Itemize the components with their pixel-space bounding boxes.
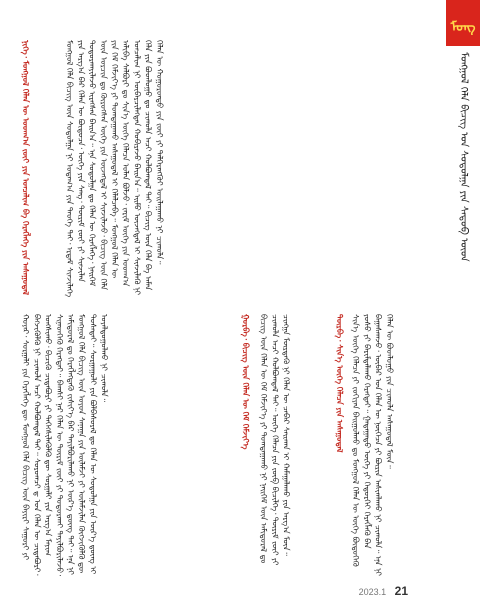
body-text-top: ᠮᠣᠩᠭᠣᠯ ᠬᠡᠯᠡ ᠪᠢᠴᠢᠭ ᠦᠨ ᠰᠤᠳᠤᠯᠭᠠ ᠨᠢ ᠤᠳᠠᠭ᠎ᠠ ᠶᠢᠨ ᠲᠡᠦᠬᠡ ᠲᠡᠢ᠂ ᠡᠷᠳᠡᠮ ᠰᠢᠨᠵᠢᠯᠡᠭᠡ ᠶᠢᠨ ᠠᠷᠭ᠎ᠠ ᠪᠠᠷ ᠬᠡᠯᠡᠨ ᠦ ᠪᠦᠲᠦᠴᠡ᠂ ᠦᠭᠡ ᠶᠢᠨ ᠰᠠᠩ᠂ ᠳᠦᠷᠢᠮ ᠵᠦᠢ ᠶᠢ ᠰᠢᠨᠵᠢᠯᠡᠨ ᠲᠣᠳᠣᠷᠬᠠᠶᠢᠯᠠᠵᠤ ᠢᠷᠡᠭᠰᠡᠨ ᠪᠠᠢᠨ᠎ᠠ᠃ ᠡᠨᠡ ᠰᠤᠳᠤᠯᠭᠠ ᠳᠤ ᠬᠡᠯᠡᠨ ᠦ ᠬᠡᠷᠡᠭᠯᠡᠭᠡ᠂ ᠨᠡᠢᠭᠡᠮ ᠦᠨ ᠣᠷᠴᠢᠨ ᠳᠤ ᠬᠦᠷᠦᠭᠰᠡᠨ ᠥᠭᠡ ᠶᠢᠨ ᠦᠵᠡᠭᠳᠡᠯ ᠢ ᠰᠢᠨᠵᠢᠯᠡᠵᠦ᠂ ᠪᠢᠴᠢᠭ ᠦᠨ ᠬᠡᠯᠡ ᠶᠢᠨ ᠬᠡᠮ ᠬᠡᠮᠵᠢᠶ᠎ᠡ ᠶᠢ ᠲᠣᠭᠲᠠᠭᠠᠬᠤ ᠠᠰᠠᠭᠤᠳᠠᠯ ᠢ ᠬᠡᠯᠡᠯᠴᠡᠪᠡ᠃ ᠮᠣᠩᠭᠣᠯ ᠬᠡᠯᠡᠨ ᠦ ᠠᠯᠢᠪᠠ ᠰᠠᠯᠪᠤᠷᠢ ᠳᠤ ᠰᠢᠨ᠎ᠡ ᠦᠭᠡ ᠬᠡᠯᠡᠴᠡ ᠣᠯᠠᠨ ᠪᠣᠯᠵᠤ᠂ ᠵᠠᠷᠢᠮ ᠦᠭᠡ ᠶᠢᠨ ᠤᠳᠬ᠎ᠠ ᠣᠨᠴᠠᠯᠢᠭ ᠨᠢ ᠥᠪᠡᠷᠴᠢᠯᠡᠭᠳᠡᠨ ᠬᠤᠪᠢᠷᠠᠵᠤ ᠪᠠᠢᠨ᠎ᠠ᠃ ᠡᠢᠮᠦ ᠦᠵᠡᠭᠳᠡᠯ ᠢ ᠰᠢᠨᠵᠢᠯᠡᠬᠦ ᠨᠢ ᠬᠡᠯᠡ ᠶᠢᠨ ᠪᠣᠳᠯᠣᠭᠣ ᠳᠤ ᠴᠢᠬᠤᠯᠠ ᠠᠴᠢ ᠬᠣᠯᠪᠣᠭᠳᠠᠯ ᠲᠠᠢ᠃ ᠪᠢᠴᠢᠭ ᠦᠨ ᠬᠡᠯᠡ ᠪᠠ ᠠᠮᠠᠨ ᠬᠡᠯᠡᠨ ᠦ ᠬᠣᠭᠣᠷᠣᠨᠳᠤ ᠶᠢᠨ ᠵᠦᠢ ᠶᠢ ᠳᠡᠯᠭᠡᠷᠡᠩᠭᠦᠢ ᠣᠢᠯᠠᠭᠠᠬᠤ ᠨᠢ ᠴᠢᠬᠤᠯᠠ᠃ [65, 40, 164, 298]
section-emblem: ᠮᠣᠩ [450, 19, 476, 35]
body-text-bottom-left: ᠬᠣᠶᠠᠷ᠂ ᠰᠤᠷᠭᠠᠯᠢ ᠶᠢᠨ ᠬᠡᠷᠡᠭᠯᠡᠭᠡ ᠳᠦ ᠮᠣᠩᠭᠣᠯ ᠬᠡᠯᠡ ᠪᠢᠴᠢᠭ ᠦᠨ ᠪᠠᠶᠢᠷᠢ ᠰᠠᠭᠤᠷᠢ ᠶᠢ ᠪᠡᠬᠵᠢᠭᠦᠯᠬᠦ ᠨᠢ ᠴᠢᠬᠤᠯᠠ ᠠᠴᠢ ᠬᠣᠯᠪᠣᠭᠳᠠᠯ ᠲᠠᠢ᠃ ᠰᠤᠷᠤᠭᠴᠢ ᠳ ᠤᠨ ᠬᠡᠯᠡᠨ ᠦ ᠴᠢᠳᠠᠪᠤᠷᠢ᠂ ᠤᠩᠰᠢᠬᠤ᠂ ᠪᠢᠴᠢᠬᠦ ᠴᠢᠳᠠᠪᠤᠷᠢ ᠶᠢ ᠳᠡᠭᠡᠭᠰᠢᠯᠡᠭᠦᠯᠬᠦ ᠳᠦ ᠰᠤᠷᠭᠠᠯᠢ ᠶᠢᠨ ᠠᠷᠭ᠎ᠠ ᠮᠠᠶᠢᠭ ᠰᠢᠨᠡᠳᠬᠡᠬᠦ ᠬᠡᠷᠡᠭᠲᠡᠢ᠃ ᠪᠠᠭᠰᠢ ᠨᠠᠷ ᠬᠡᠯᠡᠨ ᠦ ᠳᠦᠷᠢᠮ ᠵᠦᠢ ᠶᠢ ᠲᠣᠳᠣᠷᠬᠠᠢ ᠲᠠᠶᠢᠯᠪᠤᠷᠢᠯᠠᠵᠤ᠂ ᠠᠮᠢᠳᠤᠷᠠᠯ ᠳᠤ ᠬᠡᠷᠡᠭᠯᠡᠭᠳᠡᠬᠦ ᠵᠢᠱᠢᠶ᠎ᠡ ᠪᠠᠷ ᠲᠠᠶᠢᠯᠪᠤᠷᠢᠯᠠᠬᠤ ᠨᠢ ᠦᠷ᠎ᠡ ᠳ᠋ᠦᠩ ᠲᠠᠢ᠃ ᠡᠨᠡ ᠨᠢ ᠮᠣᠩᠭᠣᠯ ᠬᠡᠯᠡ ᠪᠢᠴᠢᠭ ᠦᠨ ᠣᠶᠤᠨ ᠰᠠᠨᠠᠭᠠ ᠶᠢᠨ ᠦᠯᠡᠮᠵᠢ ᠶᠢ ᠦᠯᠡᠮᠵᠢᠯᠡᠨ ᠬᠦᠭᠵᠢᠭᠦᠯᠬᠦ ᠳᠦ ᠲᠤᠰᠠᠲᠠᠢ᠃ ᠰᠤᠷᠭᠠᠭᠤᠯᠢ ᠶᠢᠨ ᠪᠣᠯᠪᠠᠰᠤᠷᠠᠯ ᠳᠤ ᠬᠡᠯᠡᠨ ᠦ ᠰᠤᠳᠤᠯᠭᠠ ᠶᠢᠨ ᠦᠷ᠎ᠡ ᠳ᠋ᠦᠩ ᠢ ᠤᠶᠠᠯᠳᠤᠭᠤᠯᠬᠤ ᠨᠢ ᠴᠢᠬᠤᠯᠠ᠃ [21, 314, 109, 577]
body-text-bottom-right-2: ᠰᠢᠨ᠎ᠡ ᠦᠭᠡ ᠬᠡᠯᠡᠴᠡ ᠶᠢ ᠵᠣᠬᠢᠶᠠᠨ ᠪᠠᠢᠭᠤᠯᠬᠤ ᠳᠤ ᠮᠣᠩᠭᠣᠯ ᠬᠡᠯᠡᠨ ᠦ ᠦᠭᠡ ᠪᠦᠲᠦᠭᠡᠬᠦ ᠶᠣᠰᠣ ᠶᠢ ᠪᠠᠷᠢᠮᠲᠠᠯᠠᠬᠤ ᠬᠡᠷᠡᠭᠲᠡᠢ᠃ ᠭᠠᠳᠠᠭᠠᠳᠤ ᠦᠭᠡ ᠶᠢ ᠬᠡᠲᠦᠷᠬᠡᠢ ᠬᠡᠷᠡᠭᠯᠡᠬᠦ ᠪᠡᠨ ᠪᠠᠭᠠᠰᠬᠠᠵᠤ᠂ ᠥᠪᠡᠷ ᠤᠨ ᠬᠡᠯᠡᠨ ᠦ ᠨᠥᠭᠡᠴᠡ ᠶᠢ ᠪᠦᠷᠢᠨ ᠠᠰᠢᠭᠯᠠᠬᠤ ᠨᠢ ᠴᠢᠬᠤᠯᠠ᠃ ᠡᠨᠡ ᠨᠢ ᠬᠡᠯᠡᠨ ᠦ ᠪᠣᠳᠯᠣᠭᠣ ᠶᠢᠨ ᠴᠢᠬᠤᠯᠠ ᠠᠰᠠᠭᠤᠳᠠᠯ ᠮᠥᠨ᠃ [351, 314, 394, 576]
page-number: 21 [394, 584, 408, 598]
body-text-bottom-right-1: ᠪᠢᠴᠢᠭ ᠦᠨ ᠬᠡᠯᠡᠨ ᠦ ᠬᠡᠮ ᠬᠡᠮᠵᠢᠶ᠎ᠡ ᠶᠢ ᠲᠣᠭᠲᠠᠭᠠᠬᠤ ᠨᠢ ᠨᠡᠢᠭᠡᠮ ᠦᠨ ᠠᠮᠢᠳᠤᠷᠠᠯ ᠳᠤ ᠴᠢᠬᠤᠯᠠ ᠠᠴᠢ ᠬᠣᠯᠪᠣᠭᠳᠠᠯ ᠲᠠᠢ᠃ ᠦᠭᠡ ᠬᠡᠯᠡᠴᠡ ᠶᠢᠨ ᠵᠥᠪ ᠪᠢᠴᠢᠯᠭᠡ᠂ ᠳᠦᠷᠢᠮ ᠵᠦᠢ ᠶᠢ ᠴᠢᠩᠭᠠ ᠮᠥᠷᠳᠡᠬᠦ ᠨᠢ ᠬᠡᠯᠡᠨ ᠦ ᠴᠡᠪᠡᠷ ᠰᠠᠢᠬᠠᠨ ᠢ ᠬᠠᠮᠠᠭᠠᠯᠠᠬᠤ ᠶᠢᠨ ᠠᠷᠭ᠎ᠠ ᠮᠥᠨ᠃ [259, 314, 291, 566]
section-heading-bottom-right-1: ᠭᠤᠷᠪᠠ᠂ ᠪᠢᠴᠢᠭ ᠦᠨ ᠬᠡᠯᠡᠨ ᠦ ᠬᠡᠮ ᠬᠡᠮᠵᠢᠶ᠎ᠡ [241, 314, 252, 450]
page-footer [359, 582, 408, 600]
section-heading-bottom-right-2: ᠳᠥᠷᠪᠡ᠂ ᠰᠢᠨ᠎ᠡ ᠦᠭᠡ ᠬᠡᠯᠡᠴᠡ ᠶᠢᠨ ᠠᠰᠠᠭᠤᠳᠠᠯ [335, 314, 346, 453]
section-tab [446, 0, 480, 46]
section-heading-top: ᠨᠢᠭᠡ᠂ ᠮᠣᠩᠭᠣᠯ ᠬᠡᠯᠡᠨ ᠦ ᠤᠳᠬ᠎ᠠ ᠵᠦᠢ ᠶᠢᠨ ᠣᠨᠴᠠᠯᠢᠭ ᠪᠠ ᠬᠡᠷᠡᠭᠯᠡᠭᠡ ᠶᠢᠨ ᠠᠰᠠᠭᠤᠳᠠᠯ [21, 40, 32, 296]
running-section-title: ᠮᠣᠩᠭᠣᠯ ᠬᠡᠯᠡ ᠪᠢᠴᠢᠭ ᠤᠨ ᠰᠤᠳᠤᠯᠭᠠ ᠶᠢᠨ ᠰᠡᠳᠦᠪ ᠦᠳ [458, 52, 469, 262]
issue-year: 2023.1 [358, 587, 387, 597]
